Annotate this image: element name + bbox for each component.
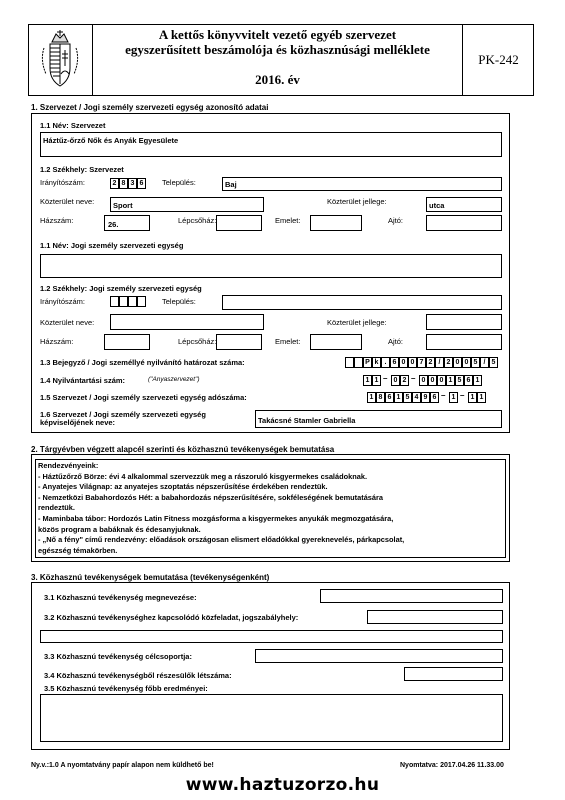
tax-number-cell[interactable]: 5: [403, 392, 412, 403]
street-label: Közterület neve:: [40, 197, 95, 206]
reg-decision-cell[interactable]: [345, 357, 354, 368]
zip-digit-3[interactable]: 3: [128, 178, 137, 189]
reg-decision-cell[interactable]: 0: [399, 357, 408, 368]
reg-decision-cell[interactable]: 5: [489, 357, 498, 368]
reg-decision-cell[interactable]: 0: [408, 357, 417, 368]
activity-line: rendeztük.: [38, 503, 75, 513]
door-field[interactable]: [426, 215, 502, 231]
activity-line: - Anyatejes Világnap: az anyatejes szoptatás népszerűsítése érdekében rendeztük.: [38, 482, 328, 492]
public-task-field-short[interactable]: [367, 610, 503, 624]
door-label: Ajtó:: [388, 216, 404, 225]
reg-decision-cell[interactable]: k: [372, 357, 381, 368]
reg-decision-cell[interactable]: /: [480, 357, 489, 368]
coat-of-arms: [36, 28, 84, 90]
unit-zip-digit-3[interactable]: [128, 296, 137, 307]
reg-number-cell[interactable]: 0: [391, 375, 400, 386]
tax-number-cell[interactable]: 1: [394, 392, 403, 403]
unit-name-title: 1.1 Név: Jogi személy szervezeti egység: [40, 241, 184, 250]
website-watermark[interactable]: www.haztuzorzo.hu: [185, 775, 380, 795]
reg-decision-cell[interactable]: 2: [444, 357, 453, 368]
reg-number-cell[interactable]: 0: [437, 375, 446, 386]
tax-number-dash: –: [460, 391, 465, 400]
city-field[interactable]: [222, 177, 502, 191]
activity-line: - Nemzetközi Babahordozós Hét: a babahordozás népszerűsítésére, sokféleségének bemutatására: [38, 492, 384, 502]
tax-number-cell[interactable]: 1: [477, 392, 486, 403]
org-name-value: Háztűz-őrző Nők és Anyák Egyesülete: [43, 136, 179, 145]
representative-label-line2: képviselőjének neve:: [40, 418, 116, 427]
activity-line: egészség témakörben.: [38, 545, 118, 555]
reg-number-cell[interactable]: 0: [428, 375, 437, 386]
reg-decision-cell[interactable]: P: [363, 357, 372, 368]
reg-decision-cell[interactable]: 0: [453, 357, 462, 368]
beneficiaries-field[interactable]: [404, 667, 503, 681]
unit-seat-title: 1.2 Székhely: Jogi személy szervezeti egység: [40, 284, 202, 293]
unit-door-field[interactable]: [426, 334, 502, 350]
activity-line: közös program a babáknak és édesanyjuknak.: [38, 524, 201, 534]
unit-zip-digit-4[interactable]: [137, 296, 146, 307]
footer-left-note: Ny.v.:1.0 A nyomtatvány papír alapon nem küldhető be!: [31, 762, 214, 769]
section3-title: 3. Közhasznú tevékenységek bemutatása (tevékenységenként): [31, 573, 270, 582]
public-task-field[interactable]: [40, 630, 503, 643]
tax-number-cell[interactable]: 1: [468, 392, 477, 403]
section2-title: 2. Tárgyévben végzett alapcél szerinti és közhasznú tevékenységek bemutatása: [31, 445, 335, 454]
unit-street-label: Közterület neve:: [40, 318, 95, 327]
reg-number-dash: –: [383, 374, 388, 383]
reg-decision-cell[interactable]: 0: [462, 357, 471, 368]
activity-name-field[interactable]: [320, 589, 503, 603]
representative-label-line1: 1.6 Szervezet / Jogi személy szervezeti egység: [40, 410, 206, 419]
reg-decision-label: 1.3 Bejegyző / Jogi személlyé nyilvánító határozat száma:: [40, 358, 245, 367]
zip-digit-4[interactable]: 6: [137, 178, 146, 189]
zip-digit-1[interactable]: 2: [110, 178, 119, 189]
tax-number-label: 1.5 Szervezet / Jogi személy szervezeti egység adószáma:: [40, 393, 247, 402]
stair-field[interactable]: [216, 215, 262, 231]
reg-number-cell[interactable]: 1: [363, 375, 372, 386]
unit-house-field[interactable]: [104, 334, 150, 350]
section1-title: 1. Szervezet / Jogi személy szervezeti egység azonosító adatai: [31, 103, 269, 112]
unit-street-type-field[interactable]: [426, 314, 502, 330]
tax-number-cell[interactable]: 9: [421, 392, 430, 403]
tax-number-dash: –: [441, 391, 446, 400]
unit-street-type-label: Közterület jellege:: [327, 318, 387, 327]
form-title-line1: A kettős könyvvitelt vezető egyéb szervezet: [158, 27, 397, 42]
unit-stair-label: Lépcsőház:: [178, 337, 217, 346]
reg-decision-cell[interactable]: .: [381, 357, 390, 368]
reg-number-cell[interactable]: 5: [455, 375, 464, 386]
reg-decision-cell[interactable]: 7: [417, 357, 426, 368]
reg-number-cell[interactable]: 1: [473, 375, 482, 386]
unit-floor-label: Emelet:: [275, 337, 301, 346]
main-results-field[interactable]: [40, 694, 503, 742]
zip-digit-2[interactable]: 8: [119, 178, 128, 189]
reg-number-cell[interactable]: 6: [464, 375, 473, 386]
reg-decision-cell[interactable]: [354, 357, 363, 368]
activity-line: - Háztűzőrző Börze: évi 4 alkalommal szervezzük meg a rászoruló kisgyermekes családoknak.: [38, 471, 368, 481]
house-label: Házszám:: [40, 216, 74, 225]
unit-city-label: Település:: [162, 297, 196, 306]
tax-number-cell[interactable]: 6: [430, 392, 439, 403]
tax-number-cell[interactable]: 4: [412, 392, 421, 403]
unit-zip-label: Irányítószám:: [40, 297, 86, 306]
unit-zip-digit-1[interactable]: [110, 296, 119, 307]
street-type-label: Közterület jellege:: [327, 197, 387, 206]
public-task-label: 3.2 Közhasznú tevékenységhez kapcsolódó közfeladat, jogszabályhely:: [44, 613, 299, 622]
activity-line: - Maminbaba tábor: Hordozós Latin Fitness mozgásforma a kisgyermekes anyukák megmozgatására,: [38, 513, 394, 523]
beneficiaries-label: 3.4 Közhasznú tevékenységből részesülők létszáma:: [44, 671, 232, 680]
unit-street-field[interactable]: [110, 314, 264, 330]
floor-label: Emelet:: [275, 216, 301, 225]
activity-name-label: 3.1 Közhasznú tevékenység megnevezése:: [44, 593, 197, 602]
reg-number-note: ("Anyaszervezet"): [148, 376, 200, 383]
unit-door-label: Ajtó:: [388, 337, 404, 346]
reg-number-cell[interactable]: 1: [446, 375, 455, 386]
target-group-field[interactable]: [255, 649, 503, 663]
reg-number-label: 1.4 Nyilvántartási szám:: [40, 376, 126, 385]
city-label: Település:: [162, 178, 196, 187]
org-seat-title: 1.2 Székhely: Szervezet: [40, 165, 124, 174]
street-field[interactable]: [110, 197, 264, 212]
city-value: Baj: [225, 180, 237, 189]
activity-line: - „Nő a fény" című rendezvény: előadások országosan elismert előadókkal gyereknevelés, párkapcsolat,: [38, 535, 405, 545]
unit-floor-field[interactable]: [310, 334, 362, 350]
unit-stair-field[interactable]: [216, 334, 262, 350]
tax-number-cell[interactable]: 8: [376, 392, 385, 403]
representative-value: Takácsné Stamler Gabriella: [258, 416, 356, 425]
reg-decision-cell[interactable]: 2: [426, 357, 435, 368]
unit-name-field[interactable]: [40, 254, 502, 278]
unit-zip-digit-2[interactable]: [119, 296, 128, 307]
footer-print-date: Nyomtatva: 2017.04.26 11.33.00: [400, 762, 504, 769]
street-value: Sport: [113, 201, 133, 210]
form-year: 2016. év: [255, 72, 300, 87]
reg-decision-cell[interactable]: 6: [390, 357, 399, 368]
floor-field[interactable]: [310, 215, 362, 231]
reg-decision-cell[interactable]: 5: [471, 357, 480, 368]
zip-label: Irányítószám:: [40, 178, 86, 187]
street-type-value: utca: [429, 201, 445, 210]
reg-number-cell[interactable]: 0: [419, 375, 428, 386]
house-value: 26.: [108, 220, 119, 229]
reg-number-cell[interactable]: 1: [372, 375, 381, 386]
tax-number-cell[interactable]: 1: [367, 392, 376, 403]
form-code: PK-242: [478, 52, 519, 67]
form-title-line2: egyszerűsített beszámolója és közhasznúsági melléklete: [125, 42, 430, 57]
activity-line: Rendezvényeink:: [38, 461, 99, 470]
tax-number-cell[interactable]: 6: [385, 392, 394, 403]
activity-lines: [38, 461, 504, 556]
unit-house-label: Házszám:: [40, 337, 74, 346]
reg-decision-cell[interactable]: /: [435, 357, 444, 368]
unit-city-field[interactable]: [222, 295, 502, 310]
reg-number-cell[interactable]: 2: [400, 375, 409, 386]
tax-number-cell[interactable]: 1: [449, 392, 458, 403]
target-group-label: 3.3 Közhasznú tevékenység célcsoportja:: [44, 652, 192, 661]
org-name-title: 1.1 Név: Szervezet: [40, 121, 106, 130]
reg-number-dash: –: [411, 374, 416, 383]
main-results-label: 3.5 Közhasznú tevékenység főbb eredményei:: [44, 684, 208, 693]
stair-label: Lépcsőház:: [178, 216, 217, 225]
